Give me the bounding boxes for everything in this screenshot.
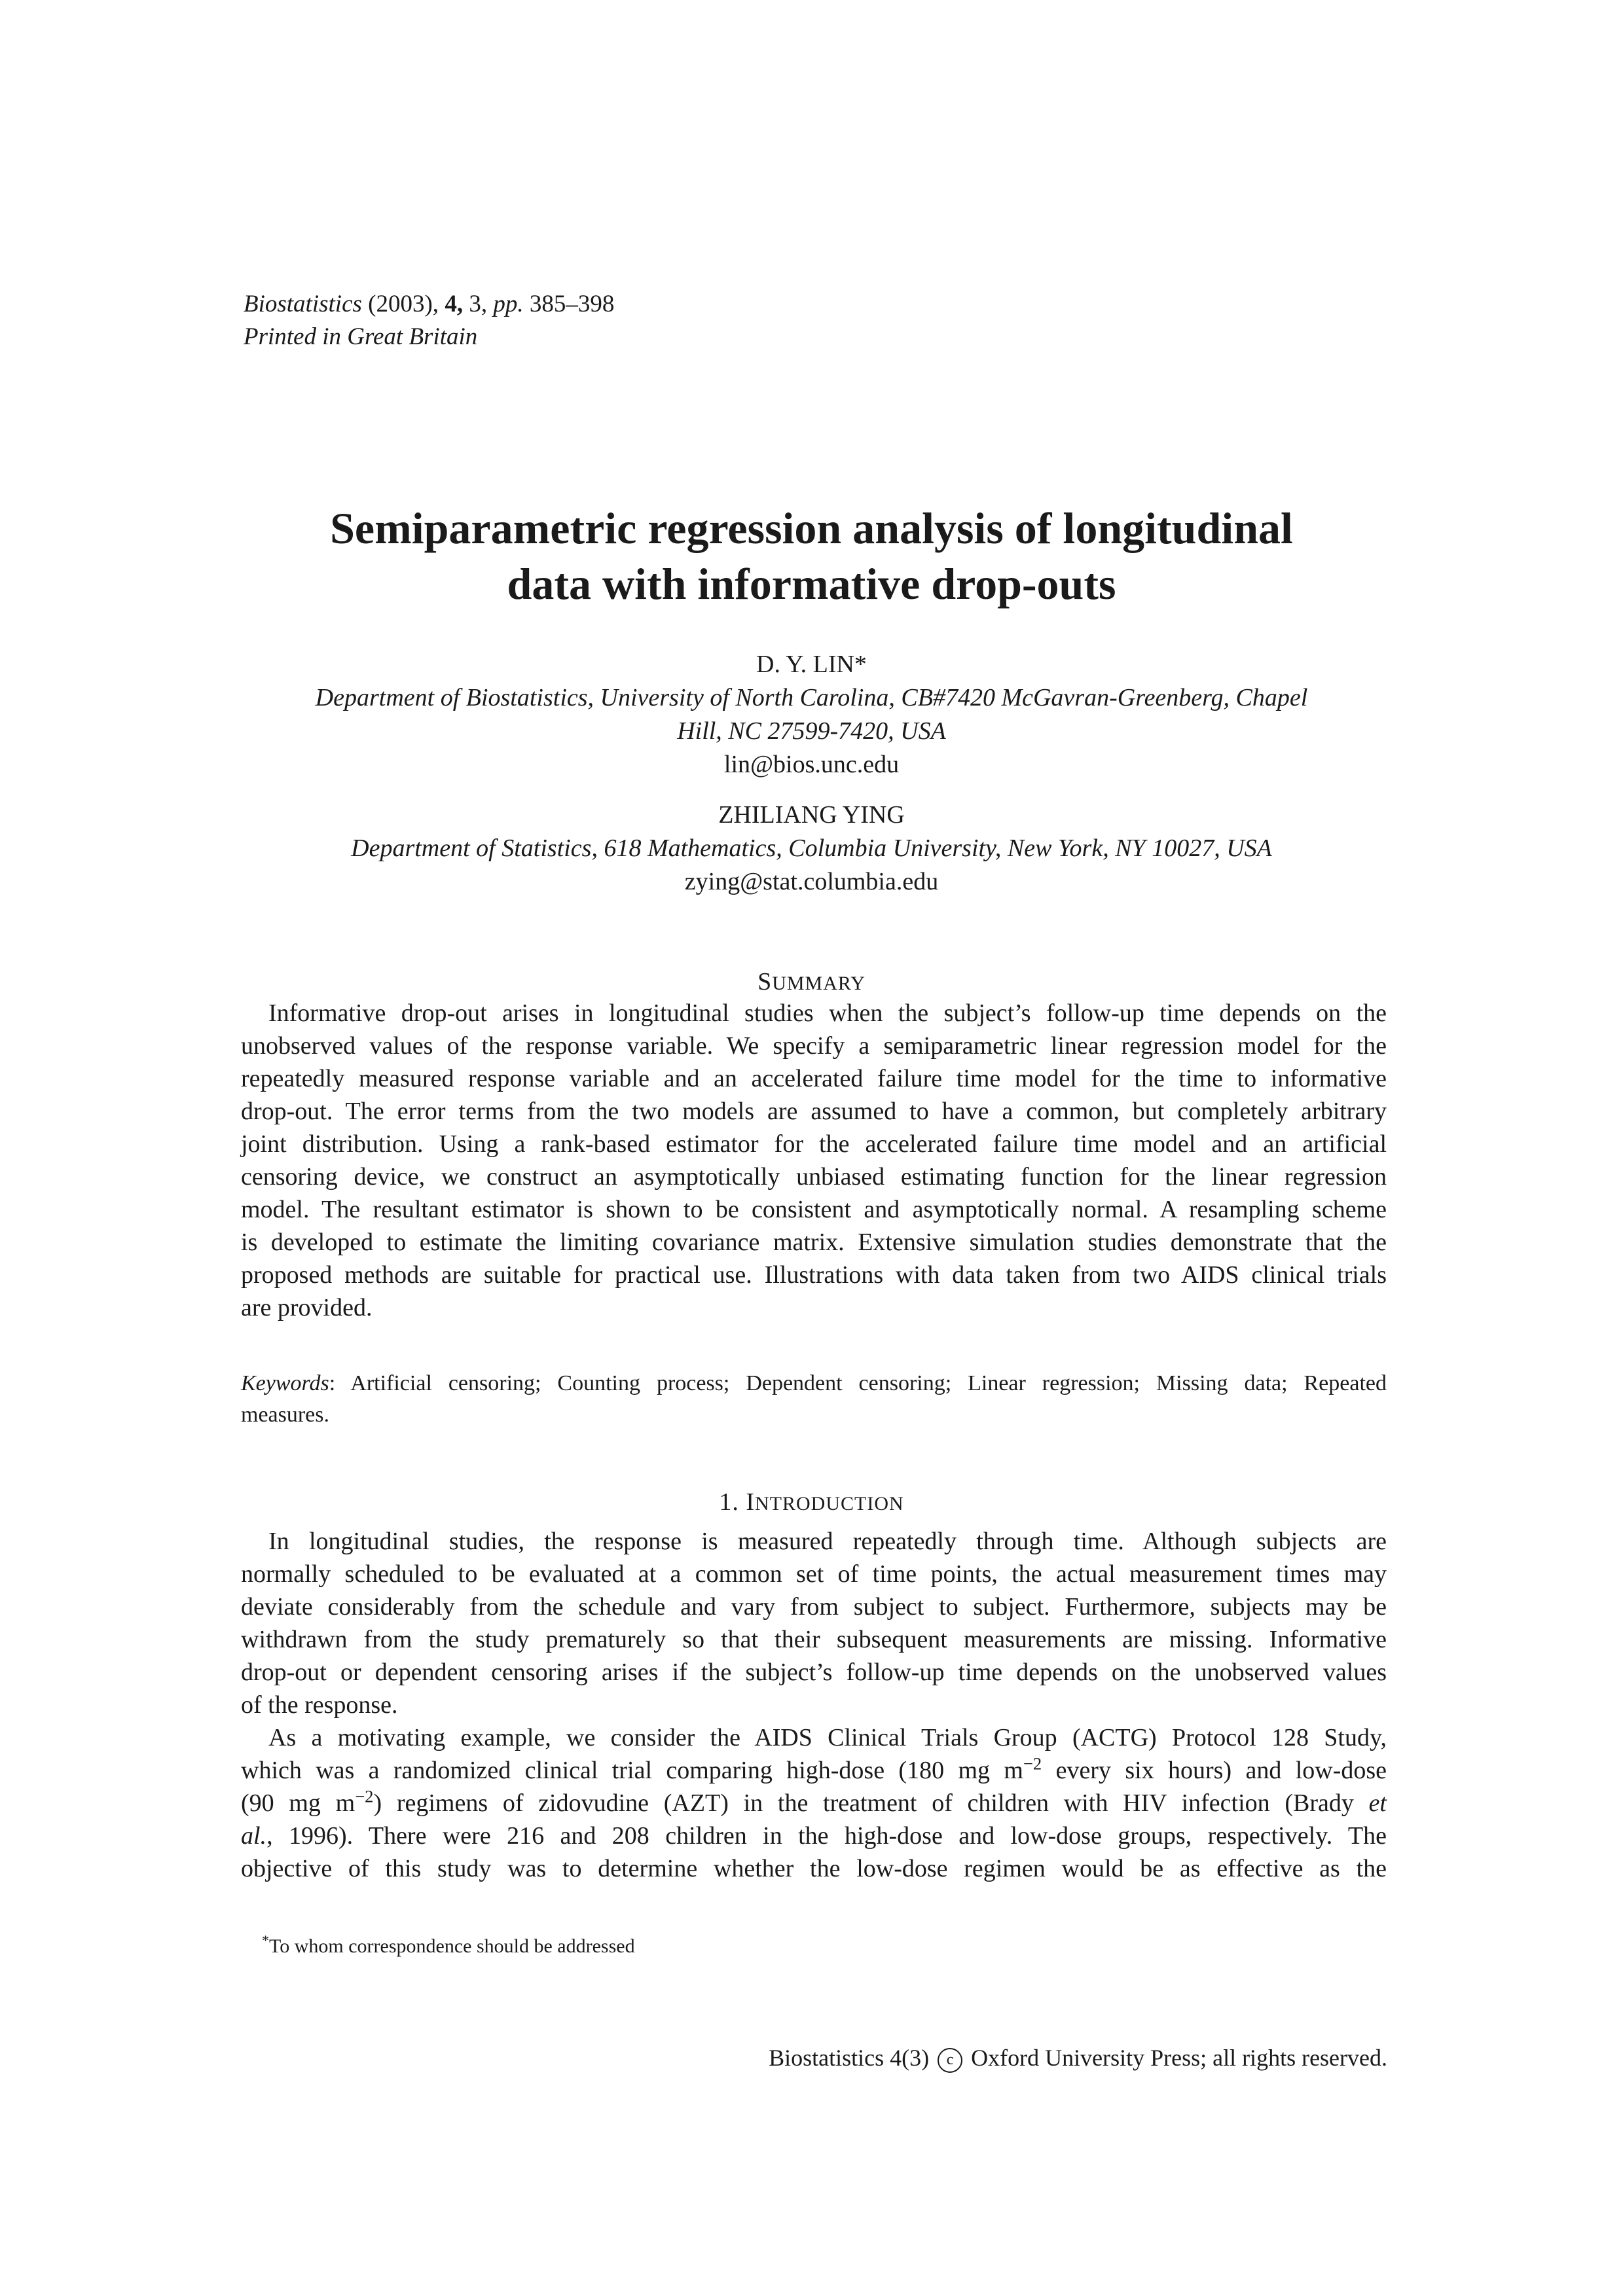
text-segment: which was a randomized clinical trial comparing high-dose (180 mg m	[241, 1757, 1023, 1784]
affiliation-line: Hill, NC 27599-7420, USA	[677, 717, 946, 745]
text-line: drop-out. The error terms from the two models are assumed to have a common, but completely arbitrary	[241, 1098, 1387, 1125]
keywords	[241, 1368, 1387, 1431]
heading-rest: UMMARY	[772, 973, 866, 994]
journal-volume: 4,	[445, 291, 464, 317]
text-line: As a motivating example, we consider the AIDS Clinical Trials Group (ACTG) Protocol 128 Study,	[268, 1724, 1387, 1751]
author-affiliation	[244, 832, 1379, 865]
heading-initial: I	[746, 1488, 755, 1516]
introduction-heading	[244, 1486, 1379, 1520]
text-line: of the response.	[241, 1691, 398, 1719]
copyright-publisher: Oxford University Press; all rights reserved.	[971, 2045, 1387, 2071]
citation-et: et	[1368, 1789, 1387, 1817]
summary-paragraph	[241, 997, 1387, 1324]
title-line-1: Semiparametric regression analysis of longitudinal	[330, 503, 1293, 553]
text-line	[241, 1820, 1387, 1852]
author-name: D. Y. LIN*	[756, 651, 867, 678]
copyright-notice	[769, 2042, 1387, 2073]
printed-location: Printed in Great Britain	[244, 323, 478, 350]
journal-name: Biostatistics	[244, 291, 362, 317]
text-line: deviate considerably from the schedule and vary from subject to subject. Furthermore, subjects may be	[241, 1593, 1387, 1621]
text-line	[241, 1787, 1387, 1820]
journal-pages: 385–398	[529, 291, 615, 317]
keywords-list: : Artificial censoring; Counting process; Dependent censoring; Linear regression; Missing data; Repeated	[329, 1371, 1387, 1395]
text-line: are provided.	[241, 1294, 373, 1321]
text-line: Informative drop-out arises in longitudinal studies when the subject’s follow-up time depends on the	[268, 999, 1387, 1027]
text-line: joint distribution. Using a rank-based estimator for the accelerated failure time model and an artificial	[241, 1130, 1387, 1158]
author-block-2	[244, 798, 1379, 899]
text-line: model. The resultant estimator is shown to be consistent and asymptotically normal. A resampling scheme	[241, 1196, 1387, 1223]
affiliation-line: Department of Biostatistics, University of North Carolina, CB#7420 McGavran-Greenberg, Chapel	[315, 684, 1308, 711]
footnote-marker: *	[262, 1932, 269, 1948]
journal-issue: 3,	[469, 291, 488, 317]
affiliation-line: Department of Statistics, 618 Mathematics, Columbia University, New York, NY 10027, USA	[351, 834, 1272, 862]
heading-rest: NTRODUCTION	[755, 1493, 904, 1515]
text-line	[241, 1754, 1387, 1787]
text-line: objective of this study was to determine whether the low-dose regimen would be as effective as the	[241, 1855, 1387, 1882]
journal-info	[244, 288, 614, 353]
superscript: −2	[1023, 1753, 1042, 1774]
author-email: lin@bios.unc.edu	[723, 751, 900, 778]
text-line: unobserved values of the response variable. We specify a semiparametric linear regression model for the	[241, 1032, 1387, 1060]
title-line-2: data with informative drop-outs	[507, 559, 1116, 609]
copyright-journal: Biostatistics 4(3)	[769, 2045, 930, 2071]
text-segment: (90 mg m	[241, 1789, 356, 1817]
text-line: repeatedly measured response variable and an accelerated failure time model for the time to informative	[241, 1065, 1387, 1092]
text-line: In longitudinal studies, the response is measured repeatedly through time. Although subjects are	[268, 1528, 1387, 1555]
footnote-text: To whom correspondence should be addressed	[269, 1935, 635, 1957]
keywords-line: measures.	[241, 1403, 330, 1427]
author-affiliation	[244, 681, 1379, 748]
journal-pp-label: pp.	[493, 291, 524, 317]
text-line: normally scheduled to be evaluated at a common set of time points, the actual measurement times may	[241, 1560, 1387, 1588]
author-name: ZHILIANG YING	[718, 801, 905, 829]
superscript: −2	[355, 1786, 374, 1806]
text-segment: , 1996). There were 216 and 208 children in the high-dose and low-dose groups, respectively. The	[266, 1822, 1387, 1850]
author-email: zying@stat.columbia.edu	[684, 868, 939, 895]
text-segment: ) regimens of zidovudine (AZT) in the treatment of children with HIV infection (Brady	[373, 1789, 1369, 1817]
introduction-body	[241, 1525, 1387, 1885]
text-line: proposed methods are suitable for practical use. Illustrations with data taken from two AIDS clinical trials	[241, 1261, 1387, 1289]
heading-initial: S	[757, 968, 773, 996]
summary-heading	[244, 965, 1379, 1000]
author-block-1	[244, 648, 1379, 781]
paper-title	[244, 501, 1379, 612]
text-line: censoring device, we construct an asymptotically unbiased estimating function for the linear regression	[241, 1163, 1387, 1191]
text-line: drop-out or dependent censoring arises if the subject’s follow-up time depends on the unobserved values	[241, 1659, 1387, 1686]
keywords-line	[241, 1368, 1387, 1399]
journal-year: (2003),	[368, 291, 439, 317]
keywords-label: Keywords	[241, 1371, 329, 1395]
text-line: withdrawn from the study prematurely so that their subsequent measurements are missing. Informative	[241, 1626, 1387, 1653]
text-line: is developed to estimate the limiting covariance matrix. Extensive simulation studies demonstrate that the	[241, 1229, 1387, 1256]
footnote	[262, 1928, 635, 1960]
citation-al: al.	[241, 1822, 267, 1850]
text-segment: every six hours) and low-dose	[1042, 1757, 1387, 1784]
journal-citation	[244, 288, 614, 321]
copyright-icon: c	[938, 2048, 962, 2073]
section-number: 1.	[719, 1488, 739, 1516]
